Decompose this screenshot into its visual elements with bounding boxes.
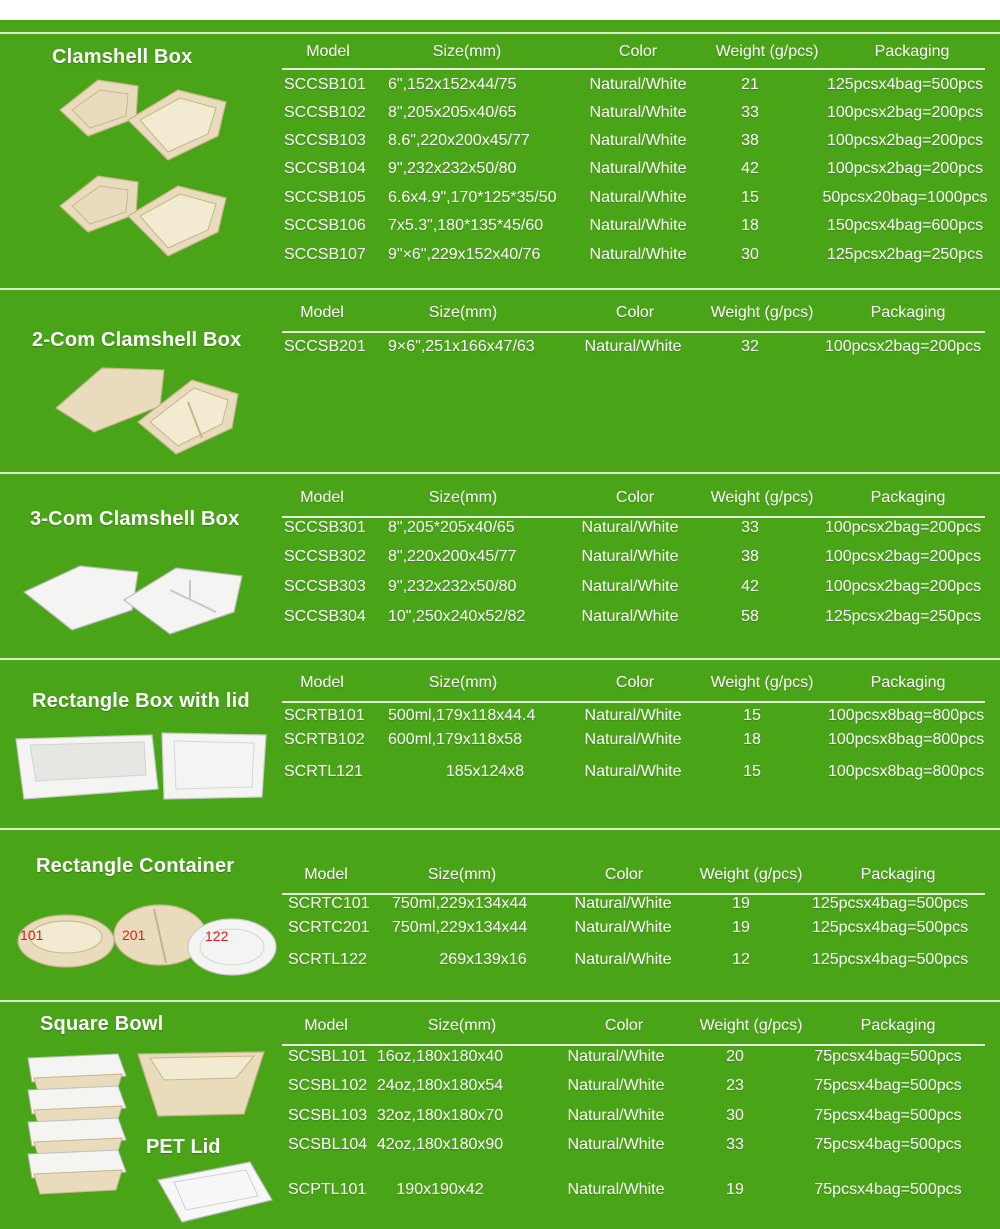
header-model: Model	[306, 43, 350, 60]
cell-packaging: 125pcsx4bag=500pcs	[811, 895, 969, 912]
cell-size: 500ml,179x118x44.4	[388, 707, 536, 724]
header-divider	[282, 1044, 985, 1046]
header-size: Size(mm)	[427, 866, 497, 883]
cell-model: SCRTB101	[284, 707, 365, 724]
cell-size: 32oz,180x180x70	[376, 1107, 504, 1124]
header-divider	[282, 331, 985, 333]
header-divider	[282, 701, 985, 703]
cell-model: SCPTL101	[288, 1181, 367, 1198]
header-size: Size(mm)	[428, 304, 498, 321]
header-color: Color	[604, 1017, 644, 1034]
cell-model: SCSBL102	[288, 1077, 368, 1094]
spec-sheet	[0, 20, 1000, 1229]
cell-color: Natural/White	[567, 1136, 665, 1153]
cell-packaging: 50pcsx20bag=1000pcs	[822, 189, 988, 206]
cell-color: Natural/White	[589, 132, 687, 149]
cell-color: Natural/White	[574, 895, 672, 912]
cell-model: SCCSB304	[284, 608, 366, 625]
header-packaging: Packaging	[870, 304, 946, 321]
cell-weight: 33	[741, 104, 759, 121]
cell-model: SCCSB201	[284, 338, 366, 355]
cell-color: Natural/White	[584, 731, 682, 748]
header-packaging: Packaging	[870, 489, 946, 506]
header-weight: Weight (g/pcs)	[710, 489, 814, 506]
cell-size: 269x139x16	[439, 951, 527, 968]
header-color: Color	[615, 489, 655, 506]
cell-color: Natural/White	[581, 578, 679, 595]
cell-packaging: 100pcsx2bag=200pcs	[824, 519, 982, 536]
cell-model: SCRTC201	[288, 919, 370, 936]
cell-size: 8",205*205x40/65	[388, 519, 515, 536]
header-color: Color	[615, 674, 655, 691]
cell-packaging: 75pcsx4bag=500pcs	[814, 1181, 962, 1198]
cell-packaging: 100pcsx2bag=200pcs	[824, 548, 982, 565]
cell-weight: 42	[741, 578, 759, 595]
cell-packaging: 75pcsx4bag=500pcs	[814, 1048, 962, 1065]
rectangle-container-image	[14, 893, 278, 983]
section-title: 2-Com Clamshell Box	[32, 329, 242, 351]
cell-size: 16oz,180x180x40	[376, 1048, 504, 1065]
cell-packaging: 125pcsx2bag=250pcs	[824, 608, 982, 625]
cell-color: Natural/White	[574, 951, 672, 968]
cell-weight: 23	[726, 1077, 744, 1094]
cell-color: Natural/White	[589, 104, 687, 121]
header-model: Model	[304, 866, 348, 883]
header-packaging: Packaging	[860, 1017, 936, 1034]
cell-weight: 58	[741, 608, 759, 625]
cell-color: Natural/White	[584, 763, 682, 780]
cell-packaging: 125pcsx4bag=500pcs	[826, 76, 984, 93]
cell-weight: 19	[732, 895, 750, 912]
section-title: Clamshell Box	[52, 46, 193, 68]
header-size: Size(mm)	[428, 489, 498, 506]
cell-color: Natural/White	[567, 1048, 665, 1065]
cell-color: Natural/White	[567, 1077, 665, 1094]
header-color: Color	[604, 866, 644, 883]
image-label-122: 122	[205, 928, 229, 944]
cell-size: 8",205x205x40/65	[388, 104, 517, 121]
cell-weight: 15	[743, 763, 761, 780]
cell-packaging: 100pcsx2bag=200pcs	[826, 132, 984, 149]
header-size: Size(mm)	[427, 1017, 497, 1034]
cell-weight: 32	[741, 338, 759, 355]
header-model: Model	[300, 489, 344, 506]
cell-color: Natural/White	[589, 217, 687, 234]
cell-color: Natural/White	[584, 338, 682, 355]
cell-size: 42oz,180x180x90	[376, 1136, 504, 1153]
header-weight: Weight (g/pcs)	[699, 866, 803, 883]
cell-size: 9",232x232x50/80	[388, 578, 517, 595]
pet-lid-label: PET Lid	[146, 1136, 221, 1158]
cell-size: 8.6",220x200x45/77	[388, 132, 530, 149]
cell-size: 185x124x8	[445, 763, 525, 780]
header-color: Color	[615, 304, 655, 321]
cell-packaging: 100pcsx2bag=200pcs	[824, 578, 982, 595]
cell-packaging: 100pcsx2bag=200pcs	[826, 104, 984, 121]
cell-weight: 30	[741, 246, 759, 263]
cell-color: Natural/White	[581, 519, 679, 536]
cell-size: 6.6x4.9",170*125*35/50	[388, 189, 557, 206]
cell-weight: 15	[743, 707, 761, 724]
cell-model: SCRTC101	[288, 895, 370, 912]
cell-model: SCCSB103	[284, 132, 366, 149]
header-weight: Weight (g/pcs)	[710, 674, 814, 691]
header-weight: Weight (g/pcs)	[710, 304, 814, 321]
cell-packaging: 125pcsx4bag=500pcs	[811, 919, 969, 936]
section-title: Rectangle Box with lid	[32, 690, 250, 712]
cell-model: SCRTL121	[284, 763, 363, 780]
cell-model: SCCSB303	[284, 578, 366, 595]
header-color: Color	[618, 43, 658, 60]
cell-weight: 15	[741, 189, 759, 206]
cell-model: SCCSB107	[284, 246, 366, 263]
cell-size: 750ml,229x134x44	[392, 919, 528, 936]
cell-size: 9"×6",229x152x40/76	[388, 246, 541, 263]
cell-size: 600ml,179x118x58	[388, 731, 523, 748]
cell-weight: 18	[741, 217, 759, 234]
cell-packaging: 75pcsx4bag=500pcs	[814, 1107, 962, 1124]
cell-size: 190x190x42	[396, 1181, 484, 1198]
rectangle-box-image	[10, 725, 272, 805]
cell-model: SCCSB105	[284, 189, 366, 206]
cell-color: Natural/White	[589, 160, 687, 177]
cell-size: 9×6",251x166x47/63	[388, 338, 535, 355]
cell-model: SCSBL103	[288, 1107, 368, 1124]
cell-packaging: 125pcsx4bag=500pcs	[811, 951, 969, 968]
cell-model: SCSBL101	[288, 1048, 368, 1065]
cell-weight: 12	[732, 951, 750, 968]
image-label-101: 101	[20, 927, 44, 943]
cell-color: Natural/White	[589, 246, 687, 263]
cell-model: SCCSB301	[284, 519, 366, 536]
cell-weight: 20	[726, 1048, 744, 1065]
header-size: Size(mm)	[432, 43, 502, 60]
cell-weight: 19	[726, 1181, 744, 1198]
cell-model: SCRTB102	[284, 731, 365, 748]
section-title: Square Bowl	[40, 1013, 164, 1035]
cell-weight: 21	[741, 76, 759, 93]
cell-size: 6",152x152x44/75	[388, 76, 517, 93]
cell-weight: 18	[743, 731, 761, 748]
cell-weight: 30	[726, 1107, 744, 1124]
cell-packaging: 100pcsx8bag=800pcs	[827, 763, 985, 780]
cell-color: Natural/White	[567, 1107, 665, 1124]
header-divider	[282, 68, 985, 70]
cell-color: Natural/White	[589, 189, 687, 206]
cell-size: 750ml,229x134x44	[392, 895, 528, 912]
cell-model: SCCSB302	[284, 548, 366, 565]
three-compartment-box-image	[20, 560, 244, 636]
cell-model: SCCSB106	[284, 217, 366, 234]
cell-packaging: 100pcsx8bag=800pcs	[827, 707, 985, 724]
header-weight: Weight (g/pcs)	[699, 1017, 803, 1034]
header-model: Model	[300, 674, 344, 691]
cell-packaging: 100pcsx8bag=800pcs	[827, 731, 985, 748]
clamshell-box-image	[50, 72, 250, 268]
cell-color: Natural/White	[581, 548, 679, 565]
cell-packaging: 125pcsx2bag=250pcs	[826, 246, 984, 263]
header-packaging: Packaging	[870, 674, 946, 691]
header-divider	[282, 516, 985, 518]
image-label-201: 201	[122, 927, 146, 943]
cell-color: Natural/White	[589, 76, 687, 93]
two-compartment-box-image	[52, 358, 242, 458]
cell-weight: 33	[726, 1136, 744, 1153]
section-title: Rectangle Container	[36, 855, 235, 877]
cell-weight: 42	[741, 160, 759, 177]
cell-color: Natural/White	[574, 919, 672, 936]
header-packaging: Packaging	[874, 43, 950, 60]
header-model: Model	[304, 1017, 348, 1034]
cell-color: Natural/White	[581, 608, 679, 625]
cell-model: SCCSB104	[284, 160, 366, 177]
cell-weight: 33	[741, 519, 759, 536]
cell-model: SCSBL104	[288, 1136, 368, 1153]
cell-weight: 19	[732, 919, 750, 936]
cell-packaging: 75pcsx4bag=500pcs	[814, 1077, 962, 1094]
cell-packaging: 150pcsx4bag=600pcs	[826, 217, 984, 234]
section-title: 3-Com Clamshell Box	[30, 508, 240, 530]
cell-color: Natural/White	[584, 707, 682, 724]
cell-model: SCCSB102	[284, 104, 366, 121]
header-weight: Weight (g/pcs)	[715, 43, 819, 60]
cell-size: 8",220x200x45/77	[388, 548, 517, 565]
cell-packaging: 100pcsx2bag=200pcs	[824, 338, 982, 355]
cell-size: 7x5.3",180*135*45/60	[388, 217, 544, 234]
cell-size: 24oz,180x180x54	[376, 1077, 504, 1094]
header-packaging: Packaging	[860, 866, 936, 883]
cell-size: 10",250x240x52/82	[388, 608, 526, 625]
cell-weight: 38	[741, 132, 759, 149]
header-model: Model	[300, 304, 344, 321]
cell-packaging: 100pcsx2bag=200pcs	[826, 160, 984, 177]
cell-color: Natural/White	[567, 1181, 665, 1198]
cell-weight: 38	[741, 548, 759, 565]
cell-packaging: 75pcsx4bag=500pcs	[814, 1136, 962, 1153]
cell-model: SCRTL122	[288, 951, 367, 968]
header-size: Size(mm)	[428, 674, 498, 691]
cell-size: 9",232x232x50/80	[388, 160, 517, 177]
cell-model: SCCSB101	[284, 76, 366, 93]
